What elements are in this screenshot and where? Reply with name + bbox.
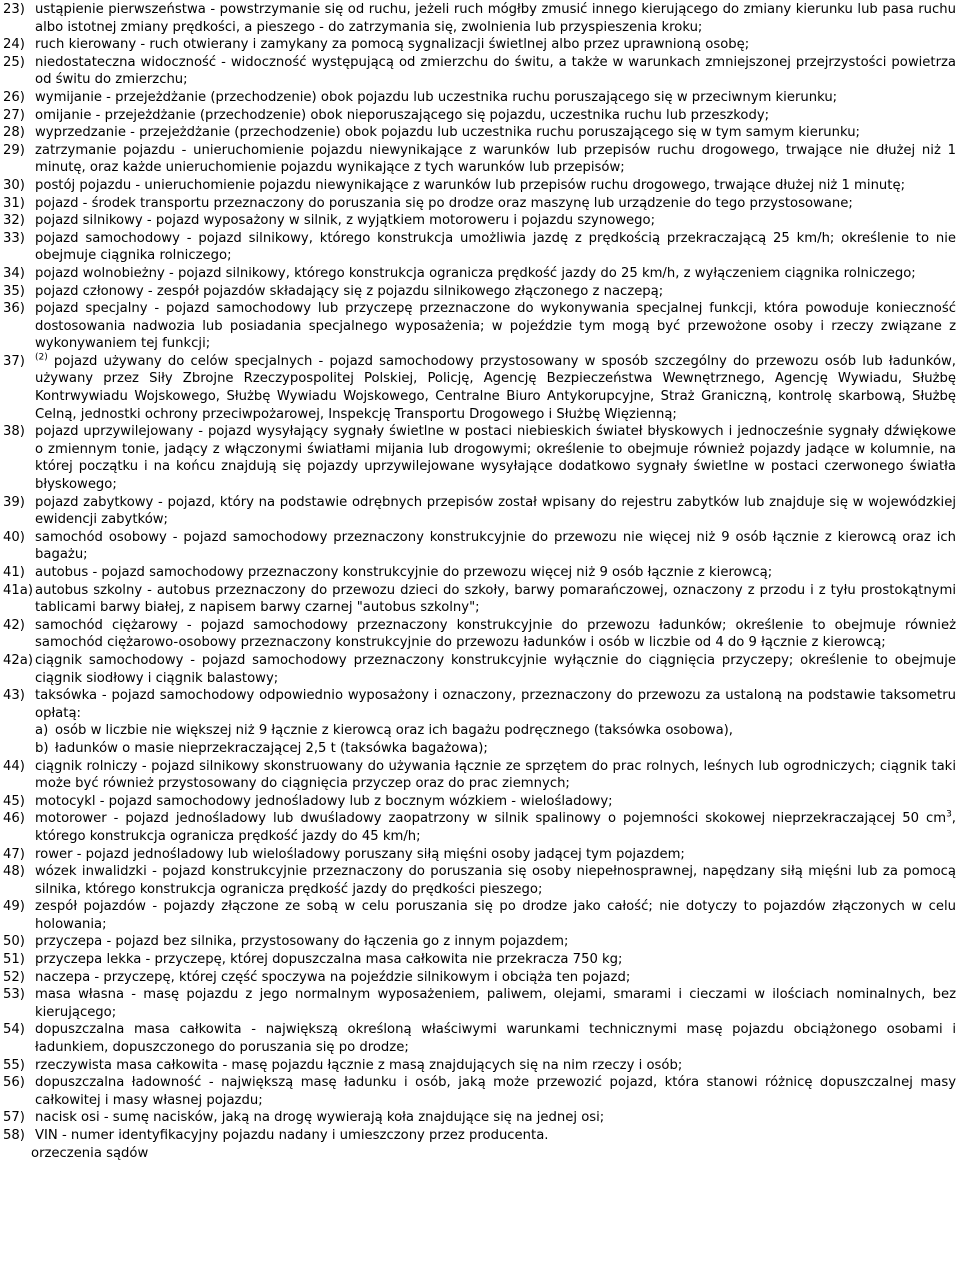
list-item [3,810,956,845]
item-text: nacisk osi - sumę nacisków, jaką na drogę wywierają koła znajdujące się na jednej osi; [35,1110,605,1126]
item-number: 54) [3,1022,25,1038]
definitions-list [3,1,956,1145]
item-text: samochód ciężarowy - pojazd samochodowy przeznaczony konstrukcyjnie do przewozu ładunków; określenie to obejmuje również samochód ciężarowo-osobowy przeznaczony konstrukcyjnie do przewozu ładunków i osób w liczbie od 4 do 9 łącznie z kierowcą; [35,617,956,651]
item-number: 58) [3,1128,25,1143]
item-number: 37) [3,353,25,369]
list-item [3,423,956,493]
item-number: 38) [3,424,25,440]
list-item [3,986,956,1021]
item-number: 33) [3,230,25,246]
sub-item [3,740,956,758]
list-item [3,177,956,195]
sub-item-letter: b) [35,740,49,756]
item-text: VIN - numer identyfikacyjny pojazdu nadany i umieszczony przez producenta. [35,1128,549,1143]
item-text: ciągnik rolniczy - pojazd silnikowy skonstruowany do używania łącznie ze sprzętem do prac rolnych, leśnych lub ogrodniczych; ciągnik taki może być również przystosowany do ciągnięcia przyczep oraz do prac ziemnych; [35,758,956,792]
item-number: 47) [3,846,25,862]
item-number: 41) [3,565,25,580]
item-number: 46) [3,811,25,827]
item-number: 50) [3,934,25,950]
item-text: motocykl - pojazd samochodowy jednośladowy lub z bocznym wózkiem - wielośladowy; [35,793,613,809]
list-item [3,283,956,301]
list-item [3,863,956,898]
list-item [3,1021,956,1056]
item-number: 49) [3,899,25,915]
item-number: 52) [3,969,25,985]
item-body-cont: , którego konstrukcja ogranicza prędkość jazdy do 45 km/h; [35,811,956,844]
item-number: 40) [3,529,25,545]
item-number: 26) [3,89,25,105]
sub-item [3,722,956,740]
list-item [3,212,956,230]
item-text: wymijanie - przejeżdżanie (przechodzenie) obok pojazdu lub uczestnika ruchu poruszającego się w przeciwnym kierunku; [35,89,838,105]
item-text: taksówka - pojazd samochodowy odpowiednio wyposażony i oznaczony, przeznaczony do przewozu za ustaloną na podstawie taksometru opłatą: [35,688,956,721]
item-text: autobus - pojazd samochodowy przeznaczony konstrukcyjnie do przewozu więcej niż 9 osób łącznie z kierowcą; [35,565,773,580]
item-number: 45) [3,793,25,809]
list-item [3,951,956,969]
item-text: zespół pojazdów - pojazdy złączone ze sobą w celu poruszania się po drodze jako całość; nie dotyczy to pojazdów złączonych w celu holowania; [35,899,956,932]
sub-item-text: ładunków o masie nieprzekraczającej 2,5 t (taksówka bagażowa); [55,740,488,756]
item-number: 31) [3,195,25,211]
list-item [3,1127,956,1145]
item-number: 55) [3,1057,25,1073]
item-text: ciągnik samochodowy - pojazd samochodowy przeznaczony konstrukcyjnie wyłącznie do ciągnięcia przyczepy; określenie to obejmuje ciągnik siodłowy i ciągnik balastowy; [35,652,956,686]
list-item [3,1057,956,1075]
item-number: 42) [3,617,25,633]
list-item [3,107,956,125]
item-text: rower - pojazd jednośladowy lub wielośladowy poruszany siłą mięśni osoby jadącej tym pojazdem; [35,846,685,862]
item-text: przyczepa lekka - przyczepę, której dopuszczalna masa całkowita nie przekracza 750 kg; [35,952,623,968]
list-item [3,898,956,933]
list-item [3,564,956,582]
item-text: rzeczywista masa całkowita - masę pojazdu łącznie z masą znajdujących się na nim rzeczy i osób; [35,1057,683,1073]
footer-text: orzeczenia sądów [31,1145,149,1161]
item-text: wózek inwalidzki - pojazd konstrukcyjnie przeznaczony do poruszania się osoby niepełnosprawnej, napędzany siłą mięśni lub za pomocą silnika, którego konstrukcja ogranicza prędkość jazdy do prędkości pieszego; [35,864,956,897]
list-item [3,36,956,54]
item-number: 57) [3,1110,25,1126]
item-number: 51) [3,952,25,968]
list-item [3,529,956,564]
item-text: pojazd zabytkowy - pojazd, który na podstawie odrębnych przepisów został wpisany do rejestru zabytków lub znajduje się w wojewódzkiej ewidencji zabytków; [35,494,956,528]
sub-item-letter: a) [35,723,49,739]
list-item [3,793,956,811]
item-number: 35) [3,283,25,299]
item-text: naczepa - przyczepę, której część spoczywa na pojeździe silnikowym i obciąża ten pojazd; [35,969,631,985]
item-body: motorower - pojazd jednośladowy lub dwuśladowy zaopatrzony w silnik spalinowy o pojemności skokowej nieprzekraczającej 50 cm [35,811,947,827]
list-item [3,617,956,652]
list-item [3,230,956,265]
item-number: 39) [3,494,25,510]
item-text: masa własna - masę pojazdu z jego normalnym wyposażeniem, paliwem, olejami, smarami i cieczami w ilościach nominalnych, bez kierującego; [35,987,956,1020]
item-number: 48) [3,864,25,880]
item-number: 32) [3,213,25,229]
list-item [3,933,956,951]
item-text [35,810,956,845]
list-item [3,1109,956,1127]
item-number: 29) [3,142,25,158]
list-item [3,582,956,617]
list-item [3,846,956,864]
list-item [3,652,956,687]
item-number: 23) [3,2,25,17]
item-text: pojazd specjalny - pojazd samochodowy lub przyczepę przeznaczone do wykonywania specjalnej funkcji, która powoduje konieczność dostosowania nadwozia lub posiadania specjalnego wyposażenia; w pojeździe tym mogą być przewożone osoby i rzeczy związane z wykonywaniem tej funkcji; [35,301,956,352]
list-item [3,758,956,793]
item-number: 53) [3,987,25,1003]
item-text: pojazd wolnobieżny - pojazd silnikowy, którego konstrukcja ogranicza prędkość jazdy do 25 km/h, z wyłączeniem ciągnika rolniczego; [35,265,916,281]
item-text: samochód osobowy - pojazd samochodowy przeznaczony konstrukcyjnie do przewozu nie więcej niż 9 osób łącznie z kierowcą oraz ich bagażu; [35,529,956,563]
item-number: 41a) [3,582,34,598]
item-number: 27) [3,107,25,123]
item-text: niedostateczna widoczność - widoczność występującą od zmierzchu do świtu, a także w warunkach zmniejszonej przejrzystości powietrza od świtu do zmierzchu; [35,54,956,88]
item-text: pojazd członowy - zespół pojazdów składający się z pojazdu silnikowego złączonego z naczepą; [35,283,664,299]
item-number: 28) [3,125,25,141]
item-text: pojazd silnikowy - pojazd wyposażony w silnik, z wyjątkiem motoroweru i pojazdu szynowego; [35,213,656,229]
item-number: 34) [3,265,25,281]
superscript: 3 [946,809,952,820]
item-text: ruch kierowany - ruch otwierany i zamykany za pomocą sygnalizacji świetlnej albo przez uprawnioną osobę; [35,37,750,53]
item-number: 43) [3,688,25,704]
list-item [3,1074,956,1109]
item-number: 56) [3,1075,25,1091]
list-item [3,1,956,36]
item-text: autobus szkolny - autobus przeznaczony do przewozu dzieci do szkoły, barwy pomarańczowej, oznaczony z przodu i z tyłu prostokątnymi tablicami barwy białej, z napisem barwy czarnej "autobus szkolny"; [35,582,956,616]
sub-item-text: osób w liczbie nie większej niż 9 łącznie z kierowcą oraz ich bagażu podręcznego (taksówka osobowa), [55,723,733,739]
item-text: zatrzymanie pojazdu - unieruchomienie pojazdu niewynikające z warunków lub przepisów ruchu drogowego, trwające nie dłużej niż 1 minutę, oraz każde unieruchomienie pojazdu wynikające z tych warunków lub przepisów; [35,142,956,176]
item-number: 42a) [3,652,34,668]
item-number: 25) [3,54,25,70]
item-text: wyprzedzanie - przejeżdżanie (przechodzenie) obok pojazdu lub uczestnika ruchu poruszającego się w tym samym kierunku; [35,125,860,141]
item-text: omijanie - przejeżdżanie (przechodzenie) obok nieporuszającego się pojazdu, uczestnika ruchu lub przeszkody; [35,107,770,123]
item-number: 36) [3,301,25,317]
item-text: ustąpienie pierwszeństwa - powstrzymanie się od ruchu, jeżeli ruch mógłby zmusić innego kierującego do zmiany kierunku lub pasa ruchu albo istotnej zmiany prędkości, a pieszego - do zatrzymania się, zwolnienia lub przyspieszenia kroku; [35,2,956,35]
item-text: dopuszczalna ładowność - największą masę ładunku i osób, jaką może przewozić pojazd, która stanowi różnicę dopuszczalnej masy całkowitej i masy własnej pojazdu; [35,1075,956,1108]
item-text: postój pojazdu - unieruchomienie pojazdu niewynikające z warunków lub przepisów ruchu drogowego, trwające dłużej niż 1 minutę; [35,177,906,193]
item-text: pojazd samochodowy - pojazd silnikowy, którego konstrukcja umożliwia jazdę z prędkością przekraczającą 25 km/h; określenie to nie obejmuje ciągnika rolniczego; [35,230,956,264]
list-item [3,353,956,423]
list-item [3,494,956,529]
list-item [3,687,956,722]
list-item [3,969,956,987]
list-item [3,124,956,142]
item-text: dopuszczalna masa całkowita - największą określoną właściwymi warunkami technicznymi masę pojazdu obciążonego osobami i ładunkiem, dopuszczonego do poruszania się po drodze; [35,1022,956,1056]
item-body: pojazd używany do celów specjalnych - pojazd samochodowy przystosowany w sposób szczególny do przewozu osób lub ładunków, używany przez Siły Zbrojne Rzeczypospolitej Polskiej, Policję, Agencję Bezpieczeństwa Wewnętrznego, Agencję Wywiadu, Służbę Kontrwywiadu Wojskowego, Służbę Wywiadu Wojskowego, Centralne Biuro Antykorupcyjne, Straż Graniczną, kontrolę skarbową, Służbę Celną, jednostki ochrony przeciwpożarowej, Inspekcję Transportu Drogowego i Służbę Więzienną; [35,353,956,422]
item-text: pojazd - środek transportu przeznaczony do poruszania się po drodze oraz maszynę lub urządzenie do tego przystosowane; [35,195,853,211]
list-item [3,195,956,213]
list-item [3,300,956,353]
item-number: 24) [3,37,25,53]
item-number: 44) [3,758,25,774]
list-item [3,265,956,283]
item-number: 30) [3,177,25,193]
item-text [35,353,956,423]
list-item [3,54,956,89]
list-item [3,89,956,107]
footnote-marker: (2) [35,352,48,363]
item-text: przyczepa - pojazd bez silnika, przystosowany do łączenia go z innym pojazdem; [35,934,569,950]
item-text: pojazd uprzywilejowany - pojazd wysyłający sygnały świetlne w postaci niebieskich świateł błyskowych i jednocześnie sygnały dźwiękowe o zmiennym tonie, jadący z włączonymi światłami mijania lub drogowymi; określenie to obejmuje również pojazdy jadące w kolumnie, na której początku i na końcu znajdują się pojazdy uprzywilejowane wysyłające dodatkowo sygnały świetlne w postaci czerwonego światła błyskowego; [35,424,956,493]
list-item [3,142,956,177]
